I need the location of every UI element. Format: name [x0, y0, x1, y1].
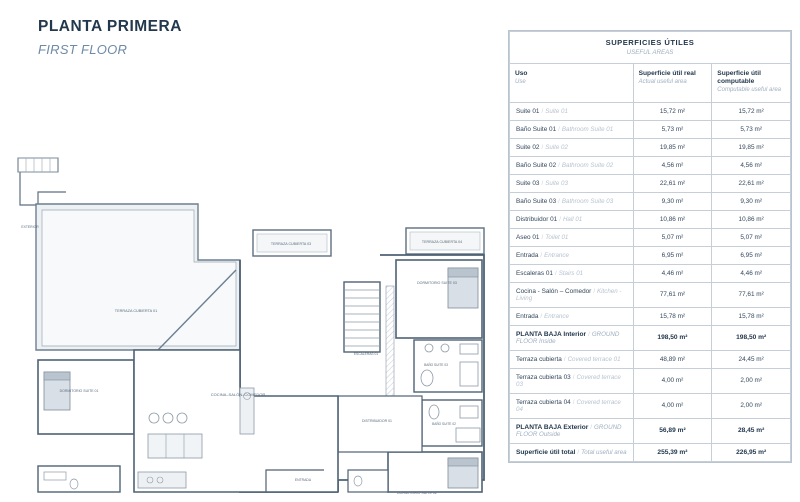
table-row: [510, 120, 791, 138]
table-row: [510, 350, 791, 368]
row-use-en: GROUND FLOOR Outside: [516, 423, 622, 438]
row-use-cell: [510, 210, 634, 228]
row-separator: /: [593, 287, 596, 295]
row-computable-area: 9,30 m²: [712, 192, 791, 210]
row-separator: /: [572, 373, 575, 381]
table-row: [510, 192, 791, 210]
row-real-area: 4,00 m²: [633, 368, 712, 393]
table-row: [510, 282, 791, 307]
row-use-en: Bathroom Suite 01: [561, 125, 614, 133]
row-use-en: Kitchen - Living: [516, 287, 622, 302]
table-title-row: [510, 32, 791, 64]
row-use-en: Suite 01: [545, 107, 568, 115]
row-separator: /: [541, 179, 544, 187]
row-use-cell: [510, 102, 634, 120]
row-separator: /: [541, 233, 544, 241]
row-computable-area: 226,95 m²: [712, 443, 791, 461]
row-use-cell: [510, 325, 634, 350]
row-use-en: Stairs 01: [558, 269, 584, 277]
table-title-cell: [510, 32, 791, 64]
row-use-es: Suite 03: [516, 179, 540, 187]
row-real-area: 198,50 m²: [633, 325, 712, 350]
row-use-en: Hall 01: [562, 215, 583, 223]
row-computable-area: 19,85 m²: [712, 138, 791, 156]
row-computable-area: 6,95 m²: [712, 246, 791, 264]
table-row: [510, 246, 791, 264]
table-row: [510, 418, 791, 443]
column-header-computable-es: Superficie útil computable: [717, 70, 761, 86]
row-use-es: PLANTA BAJA Exterior: [516, 423, 589, 431]
distribuidor-01-area: [338, 396, 422, 452]
row-real-area: 22,61 m²: [633, 174, 712, 192]
room-label-dormitorio-suite-02: DORMITORIO SUITE 02: [397, 491, 437, 495]
room-label-exterior: EXTERIOR: [21, 225, 39, 229]
aseo-01-area: [348, 470, 388, 492]
useful-areas-table: [508, 30, 792, 463]
row-use-es: Superficie útil total: [516, 448, 576, 456]
column-header-real-es: Superficie útil real: [638, 70, 696, 77]
row-real-area: 4,00 m²: [633, 393, 712, 418]
row-real-area: 15,72 m²: [633, 102, 712, 120]
row-separator: /: [572, 398, 575, 406]
row-use-cell: [510, 138, 634, 156]
table-row: [510, 325, 791, 350]
row-use-en: Suite 02: [545, 143, 568, 151]
row-use-cell: [510, 282, 634, 307]
row-real-area: 255,39 m²: [633, 443, 712, 461]
row-use-es: Terraza cubierta: [516, 355, 562, 363]
table-row: [510, 102, 791, 120]
row-real-area: 5,73 m²: [633, 120, 712, 138]
row-real-area: 5,07 m²: [633, 228, 712, 246]
table-column-headers: [510, 64, 791, 103]
bano-suite-01-area: [38, 466, 120, 492]
row-separator: /: [558, 161, 560, 169]
row-separator: /: [559, 215, 561, 223]
row-separator: /: [541, 107, 544, 115]
row-use-cell: [510, 174, 634, 192]
table-row: [510, 156, 791, 174]
row-separator: /: [577, 448, 580, 456]
page-title: [38, 18, 182, 57]
row-real-area: 6,95 m²: [633, 246, 712, 264]
row-real-area: 4,46 m²: [633, 264, 712, 282]
room-label-terraza-cubierta-01: TERRAZA CUBIERTA 01: [114, 309, 158, 313]
row-computable-area: 22,61 m²: [712, 174, 791, 192]
escaleras-01-area: [344, 282, 394, 396]
dormitorio-suite-03-area: [396, 260, 482, 338]
row-computable-area: 5,07 m²: [712, 228, 791, 246]
row-use-en: Total useful area: [581, 448, 627, 456]
row-real-area: 48,89 m²: [633, 350, 712, 368]
row-use-en: Covered terrace 03: [516, 373, 621, 388]
table-title-es: SUPERFICIES ÚTILES: [605, 38, 695, 47]
column-header-use-es: Uso: [515, 70, 528, 77]
table-body: [510, 102, 791, 461]
row-real-area: 77,61 m²: [633, 282, 712, 307]
row-real-area: 15,78 m²: [633, 307, 712, 325]
areas-table: [509, 31, 791, 462]
row-use-es: Suite 01: [516, 107, 540, 115]
row-use-es: Entrada: [516, 312, 539, 320]
row-use-cell: [510, 246, 634, 264]
row-use-cell: [510, 368, 634, 393]
table-row: [510, 138, 791, 156]
row-real-area: 4,56 m²: [633, 156, 712, 174]
row-computable-area: 198,50 m²: [712, 325, 791, 350]
row-use-en: Suite 03: [545, 179, 568, 187]
row-use-cell: [510, 418, 634, 443]
row-computable-area: 4,46 m²: [712, 264, 791, 282]
table-row: [510, 174, 791, 192]
row-use-cell: [510, 192, 634, 210]
floor-plan-drawing: [8, 100, 508, 495]
dormitorio-suite-02-area: [388, 452, 482, 492]
title-main: PLANTA PRIMERA: [38, 18, 182, 35]
row-use-en: Covered terrace 01: [567, 355, 621, 363]
row-use-es: Distribuidor 01: [516, 215, 558, 223]
room-label-escaleras-01: ESCALERAS 01: [353, 352, 379, 356]
cocina-salon-comedor-area: [134, 350, 338, 492]
row-use-es: Cocina - Salón – Comedor: [516, 287, 592, 295]
row-computable-area: 77,61 m²: [712, 282, 791, 307]
row-computable-area: 15,72 m²: [712, 102, 791, 120]
table-title-en: USEFUL AREAS: [626, 49, 674, 56]
row-computable-area: 28,45 m²: [712, 418, 791, 443]
row-use-en: Bathroom Suite 03: [561, 197, 614, 205]
row-use-es: Suite 02: [516, 143, 540, 151]
row-use-en: Bathroom Suite 02: [561, 161, 614, 169]
room-label-terraza-cubierta-04: TERRAZA CUBIERTA 04: [421, 240, 463, 244]
row-separator: /: [558, 125, 560, 133]
row-real-area: 9,30 m²: [633, 192, 712, 210]
column-header-real-en: Actual useful area: [638, 79, 687, 86]
column-header-computable-en: Computable useful area: [717, 87, 782, 94]
row-use-en: Toilet 01: [545, 233, 569, 241]
row-use-en: Entrance: [544, 312, 569, 320]
row-use-es: Terraza cubierta 04: [516, 398, 571, 406]
row-separator: /: [540, 312, 543, 320]
table-row: [510, 264, 791, 282]
row-separator: /: [541, 143, 544, 151]
row-computable-area: 10,86 m²: [712, 210, 791, 228]
row-computable-area: 5,73 m²: [712, 120, 791, 138]
row-computable-area: 2,00 m²: [712, 368, 791, 393]
row-use-en: Covered terrace 04: [516, 398, 621, 413]
row-separator: /: [588, 330, 590, 338]
table-row: [510, 307, 791, 325]
row-use-es: Baño Suite 01: [516, 125, 557, 133]
room-label-entrada: ENTRADA: [294, 478, 312, 482]
row-use-es: Entrada: [516, 251, 539, 259]
row-computable-area: 15,78 m²: [712, 307, 791, 325]
room-label-cocina-salon-comedor: COCINA–SALÓN–COMEDOR: [210, 392, 266, 397]
row-use-cell: [510, 264, 634, 282]
row-use-cell: [510, 393, 634, 418]
room-label-terraza-cubierta-03: TERRAZA CUBIERTA 03: [270, 242, 312, 246]
room-label-dormitorio-suite-01: DORMITORIO SUITE 01: [59, 389, 99, 393]
title-subtitle: FIRST FLOOR: [38, 42, 128, 57]
dormitorio-suite-01-area: [38, 360, 134, 434]
table-row: [510, 393, 791, 418]
row-use-es: PLANTA BAJA Interior: [516, 330, 587, 338]
row-computable-area: 2,00 m²: [712, 393, 791, 418]
row-use-cell: [510, 120, 634, 138]
row-use-es: Escaleras 01: [516, 269, 553, 277]
room-label-distribuidor-01: DISTRIBUIDOR 01: [362, 419, 392, 423]
row-computable-area: 24,45 m²: [712, 350, 791, 368]
row-computable-area: 4,56 m²: [712, 156, 791, 174]
column-header-real: [633, 64, 712, 103]
row-separator: /: [563, 355, 566, 363]
floor-plan: [8, 100, 498, 495]
column-header-use-en: Use: [515, 79, 526, 86]
row-use-cell: [510, 156, 634, 174]
row-separator: /: [540, 251, 543, 259]
row-use-cell: [510, 443, 634, 461]
row-use-es: Baño Suite 03: [516, 197, 557, 205]
row-separator: /: [554, 269, 557, 277]
table-row: [510, 443, 791, 461]
row-real-area: 19,85 m²: [633, 138, 712, 156]
row-separator: /: [590, 423, 593, 431]
row-use-en: Entrance: [544, 251, 569, 259]
column-header-computable: [712, 64, 791, 103]
room-label-bano-suite-03: BAÑO SUITE 03: [424, 363, 448, 367]
room-label-dormitorio-suite-03: DORMITORIO SUITE 03: [417, 281, 457, 285]
row-use-en: GROUND FLOOR Inside: [516, 330, 620, 345]
table-row: [510, 368, 791, 393]
row-use-cell: [510, 350, 634, 368]
row-real-area: 10,86 m²: [633, 210, 712, 228]
table-row: [510, 228, 791, 246]
terraza-cubierta-01-area: [36, 204, 240, 350]
room-label-bano-suite-02: BAÑO SUITE 02: [432, 422, 456, 426]
row-real-area: 56,89 m²: [633, 418, 712, 443]
row-use-es: Aseo 01: [516, 233, 540, 241]
row-use-es: Baño Suite 02: [516, 161, 557, 169]
row-separator: /: [558, 197, 560, 205]
column-header-use: [510, 64, 634, 103]
row-use-cell: [510, 228, 634, 246]
row-use-es: Terraza cubierta 03: [516, 373, 571, 381]
row-use-cell: [510, 307, 634, 325]
table-row: [510, 210, 791, 228]
